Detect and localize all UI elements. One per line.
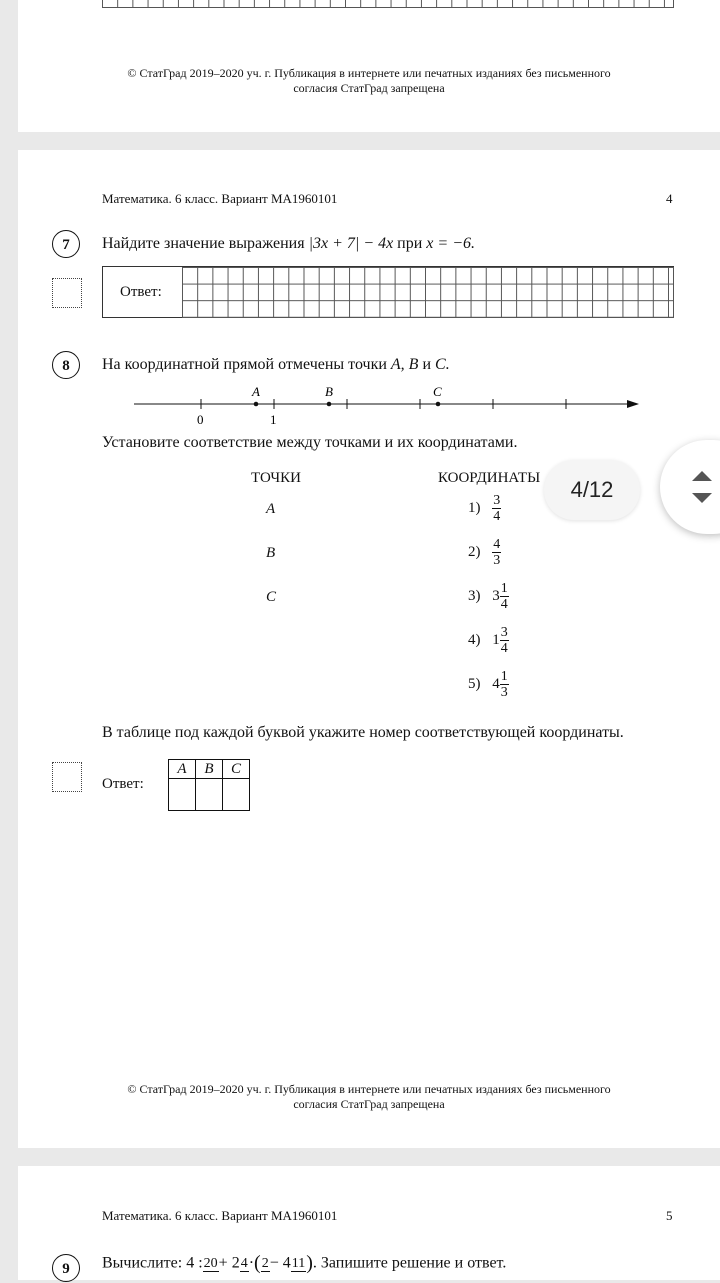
- coordinate-option-3: [468, 581, 509, 612]
- question-8-answer-table[interactable]: [168, 759, 250, 811]
- question-9-suffix: . Запишите решение и ответ.: [312, 1254, 507, 1272]
- question-8-table-instruction: В таблице под каждой буквой укажите номер соответствующей координаты.: [102, 724, 624, 741]
- question-9-expr-c: ·: [248, 1254, 255, 1272]
- question-9-fraction-4: [291, 1256, 306, 1272]
- question-7-number: 7: [52, 230, 80, 258]
- tick-label-1: 1: [270, 412, 277, 427]
- question-9-paren-close: ): [306, 1252, 313, 1274]
- question-9-fraction-1: [203, 1256, 219, 1272]
- fraction-numerator: 1: [500, 581, 508, 596]
- point-row-c: C: [266, 589, 277, 605]
- page-header-title: Математика. 6 класс. Вариант МА1960101: [102, 191, 338, 206]
- answer-table-header-b: B: [196, 760, 223, 779]
- question-8-text: [102, 356, 450, 374]
- fraction-numerator: 2: [261, 1255, 269, 1271]
- question-9-expr-b: + 2: [218, 1254, 240, 1272]
- coordinate-option-3-whole: 3: [492, 587, 500, 604]
- answer-grid-fragment: [102, 0, 674, 8]
- coordinate-option-4-fraction: [500, 625, 509, 656]
- point-c-marker: [436, 402, 441, 407]
- question-8-answer-label: Ответ:: [102, 776, 144, 792]
- footer-line-1: © СтатГрад 2019–2020 уч. г. Публикация в интернете или печатных изданиях без письменного: [127, 66, 611, 80]
- question-8-and: и: [422, 356, 432, 373]
- page-5: [18, 1166, 720, 1280]
- fraction-numerator: 20: [203, 1255, 218, 1271]
- fraction-denominator: 4: [500, 597, 508, 612]
- point-a-marker: [254, 402, 259, 407]
- fraction-numerator: 4: [240, 1255, 248, 1271]
- question-7-answer-box[interactable]: [102, 266, 674, 318]
- question-9-expr-d: − 4: [269, 1254, 291, 1272]
- coordinate-option-5-fraction: [500, 669, 509, 700]
- fraction-denominator: 4: [493, 509, 501, 524]
- footer-line-2: согласия СтатГрад запрещена: [293, 1097, 445, 1111]
- fraction-numerator: 1: [500, 669, 508, 684]
- point-row-a: A: [266, 501, 276, 517]
- question-7-prompt: Найдите значение выражения: [102, 235, 305, 252]
- page-4: [18, 150, 720, 1148]
- question-7-condition: x = −6.: [426, 235, 475, 252]
- coords-column-header: КООРДИНАТЫ: [438, 470, 541, 486]
- coordinate-option-5-whole: 4: [492, 675, 500, 692]
- question-7-at: при: [397, 235, 423, 252]
- point-b-marker: [327, 402, 332, 407]
- point-row-b: B: [266, 545, 276, 561]
- up-down-arrows-icon: [690, 467, 714, 507]
- question-9-number: 9: [52, 1254, 80, 1282]
- coordinate-option-1-number: 1): [468, 499, 481, 516]
- question-7-checkbox[interactable]: [52, 278, 82, 308]
- question-9-expr-a: 4 :: [186, 1254, 203, 1272]
- question-7-expression: |3x + 7| − 4x: [308, 235, 394, 252]
- fraction-numerator: 3: [493, 493, 501, 508]
- answer-cell-a[interactable]: [169, 779, 196, 811]
- answer-cell-c[interactable]: [223, 779, 250, 811]
- copyright-footer: [0, 66, 720, 96]
- footer-line-1: © СтатГрад 2019–2020 уч. г. Публикация в интернете или печатных изданиях без письменного: [127, 1082, 611, 1096]
- page-3-fragment: [18, 0, 720, 132]
- page-number: 5: [666, 1208, 673, 1223]
- question-8-instruction: Установите соответствие между точками и их координатами.: [102, 434, 518, 451]
- coordinate-option-3-fraction: [500, 581, 509, 612]
- point-b-label: B: [325, 384, 333, 399]
- fraction-numerator: 11: [291, 1255, 306, 1271]
- fraction-numerator: 4: [493, 537, 501, 552]
- question-8-prompt: На координатной прямой отмечены точки: [102, 356, 387, 373]
- fraction-denominator: 4: [500, 641, 508, 656]
- page-header-title: Математика. 6 класс. Вариант МА1960101: [102, 1208, 338, 1223]
- answer-table-input-row[interactable]: [169, 779, 250, 811]
- page-indicator: 4/12: [544, 460, 640, 520]
- coordinate-option-4-whole: 1: [492, 631, 500, 648]
- page-number: 4: [666, 191, 673, 206]
- question-8-number: 8: [52, 351, 80, 379]
- fraction-denominator: 3: [500, 685, 508, 700]
- coordinate-option-5: [468, 669, 509, 700]
- question-7-answer-grid[interactable]: [182, 267, 674, 318]
- question-8-points: A, B: [390, 356, 419, 373]
- coordinate-option-1-fraction: [492, 493, 501, 524]
- answer-table-header-c: C: [223, 760, 250, 779]
- copyright-footer: [0, 1082, 720, 1112]
- tick-label-0: 0: [197, 412, 204, 427]
- point-a-label: A: [252, 384, 260, 399]
- answer-cell-b[interactable]: [196, 779, 223, 811]
- fraction-denominator: 3: [493, 553, 501, 568]
- question-9-prompt: Вычислите:: [102, 1254, 183, 1272]
- coordinate-option-3-number: 3): [468, 587, 481, 604]
- coordinate-option-2-number: 2): [468, 543, 481, 560]
- coordinate-option-2: [468, 537, 501, 568]
- fraction-numerator: 3: [500, 625, 508, 640]
- question-8-checkbox[interactable]: [52, 762, 82, 792]
- question-9-fraction-3: [261, 1256, 270, 1272]
- coordinate-option-4-number: 4): [468, 631, 481, 648]
- coordinate-option-2-fraction: [492, 537, 501, 568]
- question-7-text: [102, 235, 475, 253]
- question-9-fraction-2: [240, 1256, 249, 1272]
- question-9-paren: (: [254, 1252, 261, 1274]
- footer-line-2: согласия СтатГрад запрещена: [293, 81, 445, 95]
- question-7-answer-label: Ответ:: [120, 284, 162, 300]
- axis-arrow-icon: [627, 400, 639, 408]
- question-8-points-2: C.: [435, 356, 450, 373]
- answer-table-header-row: [169, 760, 250, 779]
- answer-table-header-a: A: [169, 760, 196, 779]
- coordinate-option-5-number: 5): [468, 675, 481, 692]
- points-column-header: ТОЧКИ: [251, 470, 302, 486]
- coordinate-option-4: [468, 625, 509, 656]
- coordinate-line: [128, 380, 648, 430]
- question-9-text: [102, 1252, 506, 1275]
- coordinate-option-1: [468, 493, 501, 524]
- point-c-label: C: [433, 384, 442, 399]
